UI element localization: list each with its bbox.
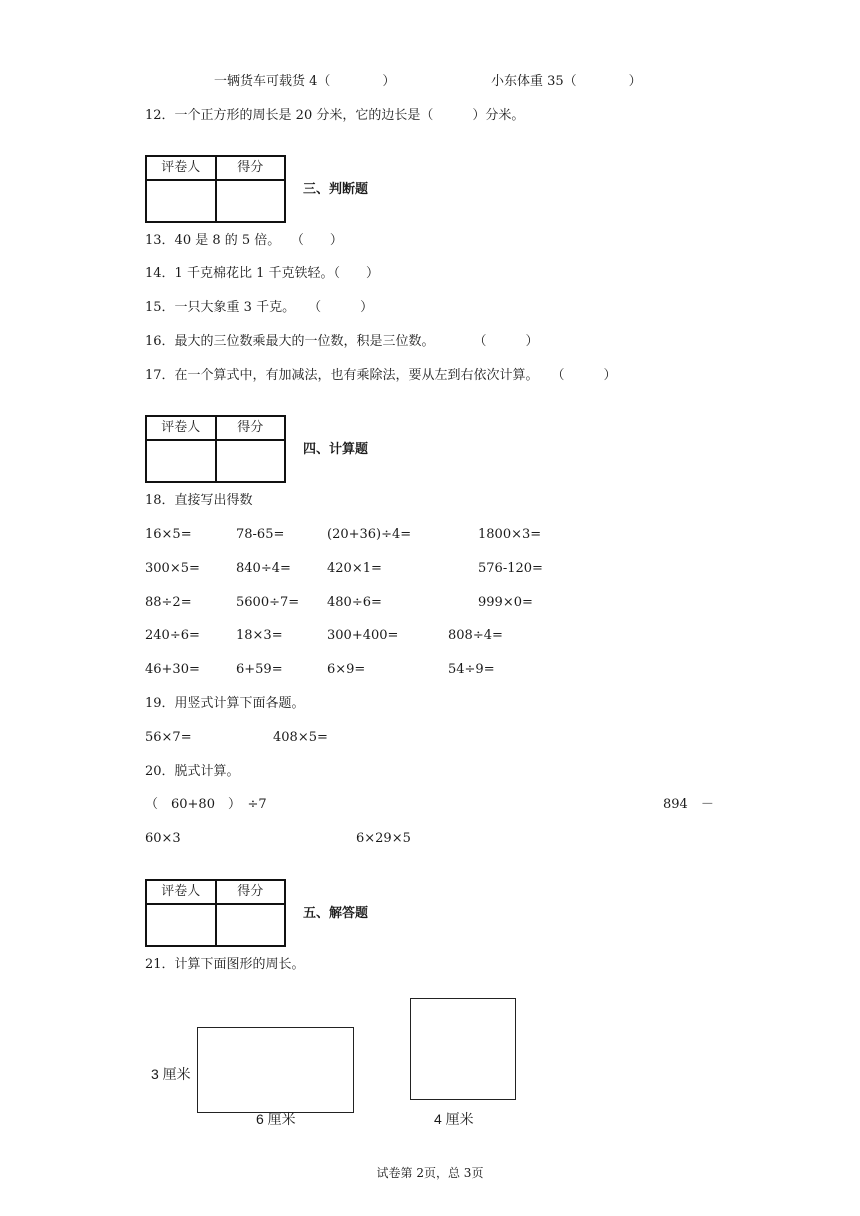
- square-figure: [410, 998, 516, 1100]
- calc-item: 840÷4=: [236, 561, 291, 576]
- calc-item: 6+59=: [236, 662, 283, 677]
- vertical-calc-item: 408×5=: [273, 730, 328, 745]
- question-19-title: 19．用竖式计算下面各题。: [145, 696, 305, 711]
- score-cell: [216, 904, 286, 946]
- stepwise-calc-item: （ 60+80 ） ÷7: [145, 797, 267, 812]
- calc-item: 88÷2=: [145, 595, 192, 610]
- question-13: 13．40 是 8 的 5 倍。 （ ）: [145, 233, 343, 248]
- section-title-judge: 三、判断题: [303, 182, 369, 197]
- stepwise-calc-item: 6×29×5: [356, 831, 411, 846]
- q11-weight-blank: 小东体重 35（ ）: [491, 74, 642, 89]
- section-title-solve: 五、解答题: [303, 906, 369, 921]
- stepwise-calc-item: 894 －: [663, 797, 714, 812]
- rect-height-label: 3 厘米: [151, 1066, 191, 1082]
- calc-item: 6×9=: [327, 662, 366, 677]
- score-cell: [216, 180, 286, 222]
- score-label: 得分: [216, 880, 286, 904]
- calc-item: 18×3=: [236, 628, 283, 643]
- calc-item: 480÷6=: [327, 595, 382, 610]
- vertical-calc-item: 56×7=: [145, 730, 192, 745]
- question-18-title: 18．直接写出得数: [145, 493, 253, 508]
- calc-item: 54÷9=: [448, 662, 495, 677]
- calc-item: 16×5=: [145, 527, 192, 542]
- calc-item: 300×5=: [145, 561, 200, 576]
- grader-label: 评卷人: [146, 880, 216, 904]
- calc-item: 5600÷7=: [236, 595, 300, 610]
- question-15: 15．一只大象重 3 千克。 （ ）: [145, 300, 374, 315]
- grade-box-4: [145, 415, 286, 483]
- grader-cell: [146, 440, 216, 482]
- page-footer: 试卷第 2页，总 3页: [376, 1166, 484, 1180]
- grader-cell: [146, 180, 216, 222]
- square-side-label: 4 厘米: [434, 1111, 474, 1127]
- calc-item: 808÷4=: [448, 628, 503, 643]
- section-title-calc: 四、计算题: [303, 442, 369, 457]
- q11-truck-blank: 一辆货车可载货 4（ ）: [214, 74, 396, 89]
- calc-item: 1800×3=: [478, 527, 542, 542]
- calc-item: 240÷6=: [145, 628, 200, 643]
- rect-width-label: 6 厘米: [256, 1111, 296, 1127]
- score-cell: [216, 440, 286, 482]
- question-12: 12．一个正方形的周长是 20 分米，它的边长是（ ）分米。: [145, 108, 525, 123]
- score-label: 得分: [216, 156, 286, 180]
- calc-item: 576-120=: [478, 561, 543, 576]
- score-label: 得分: [216, 416, 286, 440]
- grader-label: 评卷人: [146, 156, 216, 180]
- calc-item: 420×1=: [327, 561, 382, 576]
- calc-item: 46+30=: [145, 662, 200, 677]
- grade-box-5: [145, 879, 286, 947]
- calc-item: 300+400=: [327, 628, 399, 643]
- grader-cell: [146, 904, 216, 946]
- rectangle-figure: [197, 1027, 354, 1113]
- question-14: 14．1 千克棉花比 1 千克铁轻。（ ）: [145, 266, 379, 281]
- stepwise-calc-item: 60×3: [145, 831, 181, 846]
- question-16: 16．最大的三位数乘最大的一位数，积是三位数。 （ ）: [145, 334, 539, 349]
- question-21-title: 21．计算下面图形的周长。: [145, 957, 305, 972]
- grader-label: 评卷人: [146, 416, 216, 440]
- calc-item: (20+36)÷4=: [327, 527, 412, 542]
- question-20-title: 20．脱式计算。: [145, 764, 240, 779]
- grade-box-3: [145, 155, 286, 223]
- calc-item: 999×0=: [478, 595, 533, 610]
- question-17: 17．在一个算式中，有加减法，也有乘除法，要从左到右依次计算。 （ ）: [145, 368, 617, 383]
- calc-item: 78-65=: [236, 527, 285, 542]
